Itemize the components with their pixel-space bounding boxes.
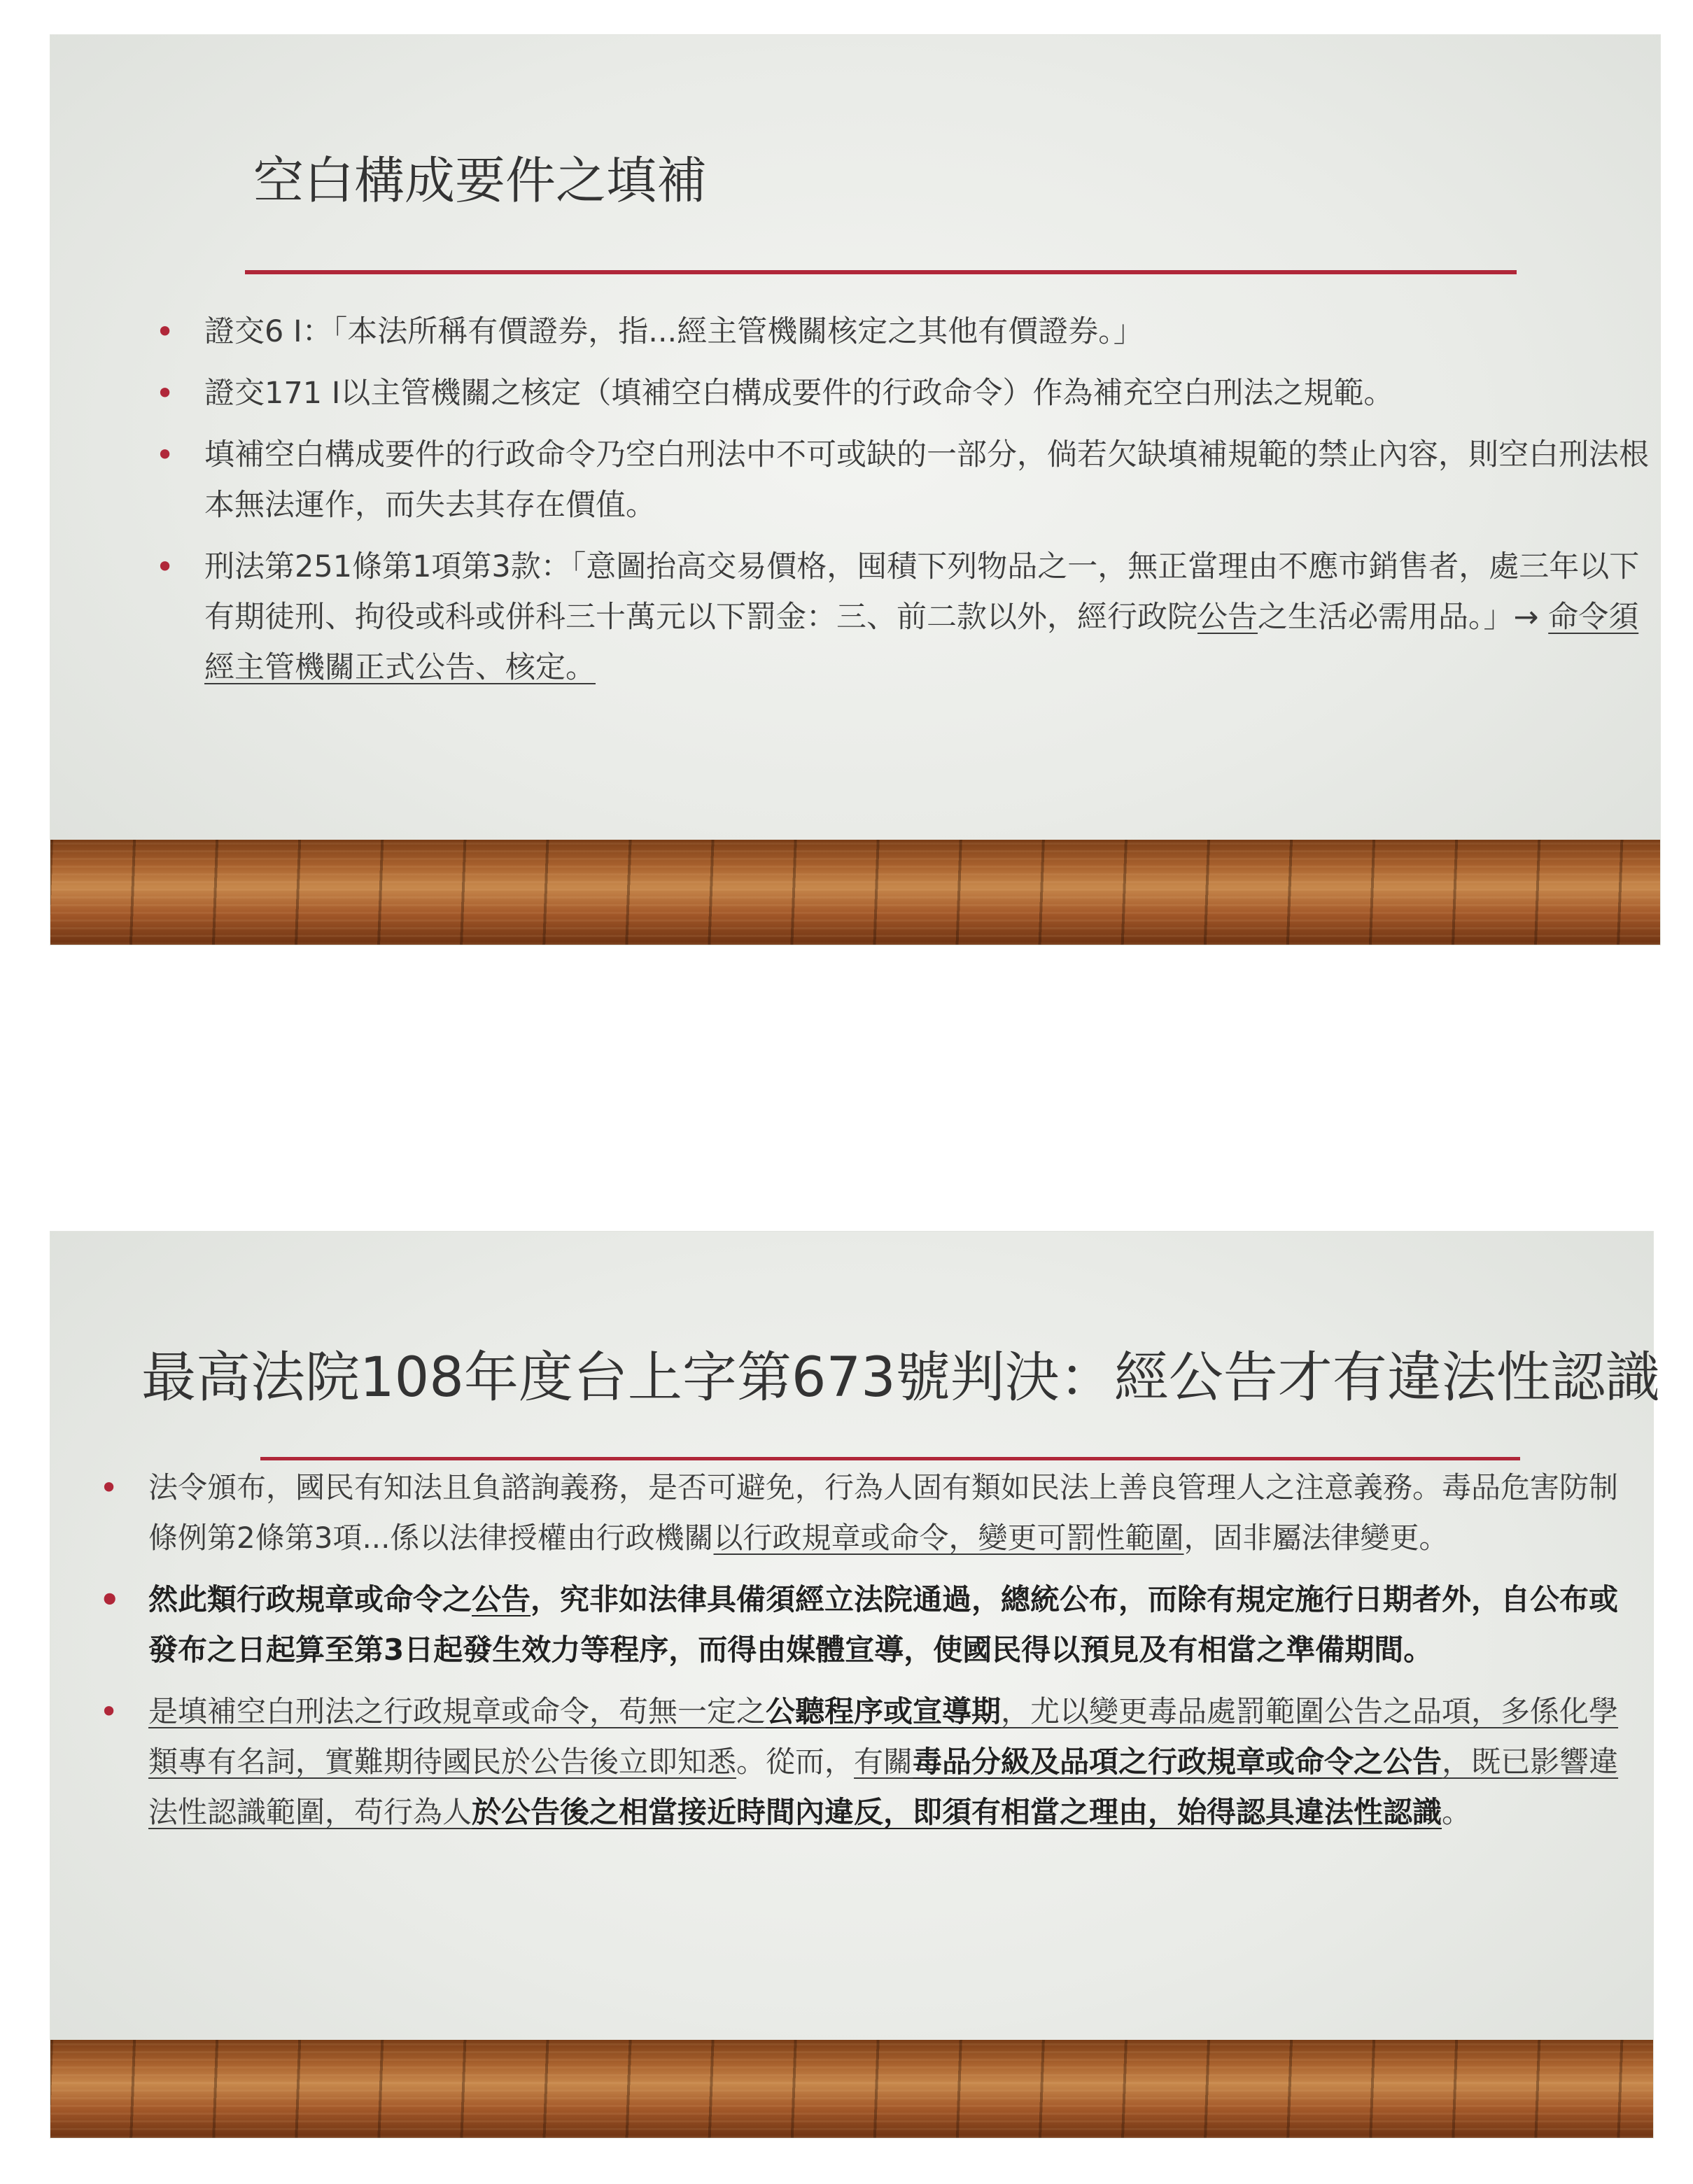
underlined-bold-text: 公聽程序或宣導期 (766, 1694, 1002, 1728)
bullet-item (99, 1686, 1646, 1838)
slide-1-bullet-list (155, 307, 1653, 704)
underlined-text: 是填補空白刑法之行政規章或命令，苟無一定之 (148, 1694, 766, 1728)
underlined-text: ，尤以變更毒品處罰範圍公告之品項，多係化學類專有名詞，實難期待國民於公告後立即知悉 (148, 1694, 1619, 1779)
underlined-text: 公告 (1197, 600, 1258, 635)
underlined-bold-text: 毒品分級及品項之行政規章或命令之公告 (913, 1745, 1442, 1779)
slide-1-title: 空白構成要件之填補 (253, 151, 708, 210)
bullet-text: 。從而， (736, 1745, 855, 1779)
bullet-text: 。 (1442, 1795, 1472, 1829)
underlined-bold-text: 於公告後之相當接近時間內違反，即須有相當之理由，始得認具違法性認識 (472, 1795, 1442, 1829)
bullet-item: • 證交6 I：「本法所稱有價證券，指...經主管機關核定之其他有價證券。」 (155, 307, 1653, 357)
bullet-item: • 證交171 I以主管機關之核定（填補空白構成要件的行政命令）作為補充空白刑法之規範。 (155, 368, 1653, 418)
underlined-text: 命令須經主管機關正式公告、核定。 (204, 600, 1639, 685)
underlined-text: 公告 (472, 1582, 531, 1616)
title-divider (260, 1457, 1520, 1460)
wood-floor-decoration (50, 2040, 1653, 2138)
bullet-text: 之生活必需用品。」→ (1258, 600, 1549, 635)
bullet-text: ，固非屬法律變更。 (1183, 1521, 1449, 1555)
slide-1 (50, 35, 1660, 945)
bullet-item (99, 1463, 1646, 1563)
wood-floor-decoration (50, 840, 1660, 945)
bullet-text: 刑法第251條第1項第3款：「意圖抬高交易價格，囤積下列物品之一，無正當理由不應市銷售者，處三年以下有期徒刑、拘役或科或併科三十萬元以下罰金：三、前二款以外，經行政院 (204, 549, 1640, 635)
underlined-text: 有關 (854, 1745, 913, 1779)
underlined-text: ，既已影響違法性認識範圍，苟行為人 (148, 1745, 1619, 1829)
slide-2-bullet-list (99, 1463, 1646, 1849)
bullet-item (155, 542, 1653, 693)
bullet-item: • 填補空白構成要件的行政命令乃空白刑法中不可或缺的一部分，倘若欠缺填補規範的禁止內容，則空白刑法根本無法運作，而失去其存在價值。 (155, 430, 1653, 530)
bullet-item (99, 1574, 1646, 1675)
slide-2-title: 最高法院108年度台上字第673號判決：經公告才有違法性認識 (141, 1346, 1660, 1409)
bullet-text: 然此類行政規章或命令之 (148, 1582, 472, 1616)
slide-2 (50, 1232, 1660, 2138)
bullet-text: ，究非如法律具備須經立法院通過，總統公布，而除有規定施行日期者外，自公布或發布之日起算至第3日起發生效力等程序，而得由媒體宣導，使國民得以預見及有相當之準備期間。 (148, 1582, 1619, 1667)
bullet-text: 法令頒布，國民有知法且負諮詢義務，是否可避免，行為人固有類如民法上善良管理人之注意義務。毒品危害防制條例第2條第3項...係以法律授權由行政機關 (148, 1470, 1619, 1555)
underlined-text: 以行政規章或命令，變更可罰性範圍 (713, 1521, 1184, 1555)
title-divider (245, 270, 1517, 274)
